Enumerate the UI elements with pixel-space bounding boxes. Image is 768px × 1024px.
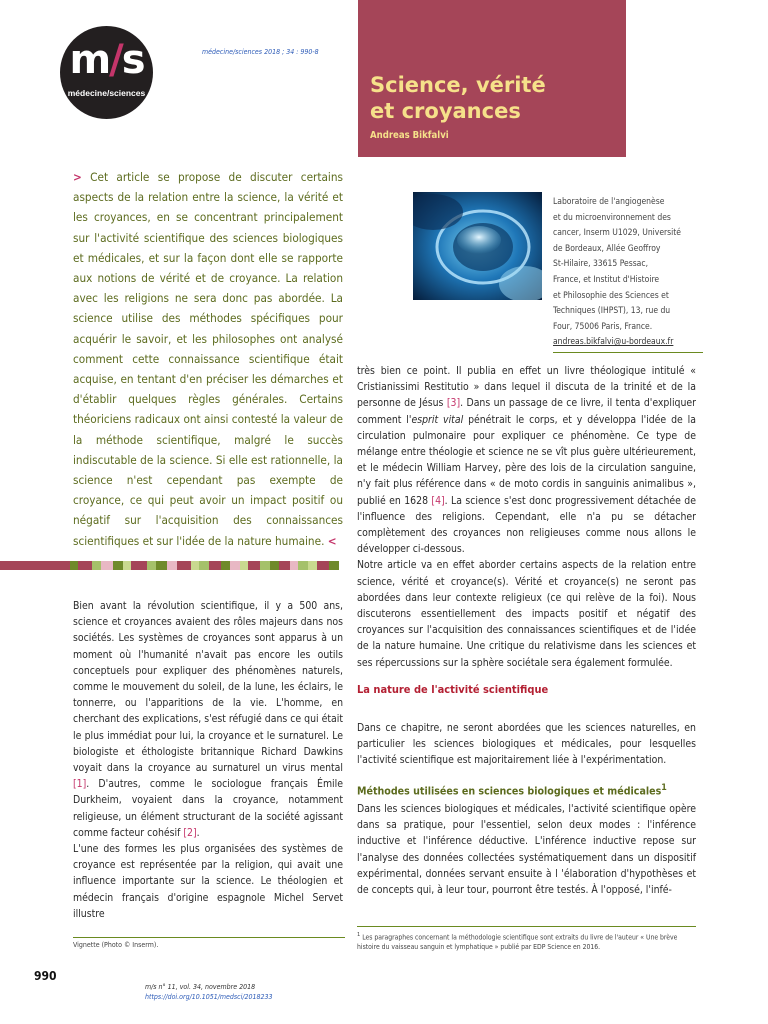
band-segment bbox=[156, 561, 167, 570]
band-segment bbox=[70, 561, 78, 570]
paragraph: Dans ce chapitre, ne seront abordées que les sciences naturelles, en particulier les sciences biologiques et médicales, pour lesquelles l'activité scientifique est majoritairement liée à l'expérimentation. bbox=[357, 722, 696, 767]
band-segment bbox=[177, 561, 191, 570]
band-segment bbox=[113, 561, 123, 570]
vignette-image bbox=[413, 192, 542, 300]
band-segment bbox=[191, 561, 199, 570]
decorative-band bbox=[0, 561, 345, 570]
affiliation-line: Techniques (IHPST), 13, rue du bbox=[553, 306, 671, 317]
band-segment bbox=[298, 561, 308, 570]
right-column-body-middle bbox=[357, 720, 696, 769]
band-segment bbox=[248, 561, 260, 570]
footnote-marker[interactable]: 1 bbox=[661, 783, 667, 793]
band-segment bbox=[308, 561, 317, 570]
title-block bbox=[358, 0, 626, 157]
abstract-close-marker: < bbox=[327, 533, 337, 548]
band-segment bbox=[290, 561, 298, 570]
subsection-heading: Méthodes utilisées en sciences biologiques et médicales$^1$ bbox=[357, 783, 667, 798]
citation-link[interactable]: [1] bbox=[73, 778, 87, 791]
left-column-body bbox=[73, 598, 343, 922]
logo-subtitle: médecine/sciences bbox=[67, 88, 146, 98]
band-segment bbox=[167, 561, 177, 570]
band-segment bbox=[317, 561, 329, 570]
author-email-link[interactable]: andreas.bikfalvi@u-bordeaux.fr bbox=[553, 337, 674, 348]
citation-link[interactable]: [4] bbox=[431, 494, 445, 507]
affiliation-divider bbox=[553, 352, 703, 353]
journal-reference: médecine/sciences 2018 ; 34 : 990-8 bbox=[202, 48, 319, 56]
band-segment bbox=[123, 561, 131, 570]
paragraph: Bien avant la révolution scientifique, il y a 500 ans, science et croyances avaient des rôles majeurs dans nos sociétés. Les systèmes de croyances sont apparus à un moment où l'humanité n'avait pas encore les outils conceptuels pour expliquer des phénomènes naturels, comme le mouvement du soleil, de la lune, les éclairs, le tonnerre, ou l'apparitions de la vie. L'homme, en cherchant des explications, s'est réfugié dans ce qui était le plus immédiat pour lui, la croyance et le surnaturel. Le biologiste et éthologiste britannique Richard Dawkins voyait dans la croyance au surnaturel un virus mental [1]. D'autres, comme le sociologue français Émile Durkheim, voyaient dans la croyance, notamment religieuse, un élément structurant de la société agissant comme facteur cohésif [2]. bbox=[73, 600, 343, 839]
abstract-text: Cet article se propose de discuter certains aspects de la relation entre la science, la vérité et les croyances, en se concentrant principalement sur l'activité scientifique des sciences biologiques et médicales, et sur la façon dont elle se rapporte aux notions de vérité et de croyance. La relation avec les religions ne sera donc pas abordée. La science utilise des méthodes spécifiques pour acquérir le savoir, et les philosophes ont analysé comment cette connaissance scientifique était acquise, en tentant d'en préciser les démarches et d'établir quelques règles générales. Certains théoriciens radicaux ont ainsi contesté la valeur de la méthode scientifique, malgré le succès indiscutable de la science. Si elle est rationnelle, la science n'est cependant pas exempte de croyance, ce qui peut avoir un impact positif ou négatif sur l'acquisition des connaissances scientifiques et sur l'idée de la nature humaine. bbox=[73, 170, 343, 548]
paragraph: Notre article va en effet aborder certains aspects de la relation entre science, vérité et croyance(s). Vérité et croyance(s) ne seront pas abordées dans leur contexte religieux (ce qui relève de la foi). Nous discuterons essentiellement des impacts positif et négatif des croyances sur l'acquisition des connaissances scientifiques et de l'idée de la nature humaine. Une critique du relativisme dans les sciences et ses répercussions sur la sphère sociétale sera également formulée. bbox=[357, 559, 696, 669]
band-segment bbox=[131, 561, 147, 570]
paragraph: L'une des formes les plus organisées des systèmes de croyance est représentée par la religion, qui avait une influence importante sur la science. Le théologien et médecin français d'origine espagnole Michel Servet illustre bbox=[73, 843, 343, 920]
band-segment bbox=[230, 561, 240, 570]
image-credit: Vignette (Photo © Inserm). bbox=[73, 941, 159, 949]
affiliation-line: cancer, Inserm U1029, Université bbox=[553, 228, 681, 239]
affiliation-line: de Bordeaux, Allée Geoffroy bbox=[553, 243, 661, 254]
band-segment bbox=[329, 561, 339, 570]
band-segment bbox=[60, 561, 70, 570]
abstract bbox=[73, 167, 343, 551]
band-segment bbox=[101, 561, 113, 570]
affiliation-line: France, et Institut d'Histoire bbox=[553, 274, 660, 285]
article-title: Science, vérité et croyances bbox=[370, 73, 546, 123]
affiliation-line: et du microenvironnement des bbox=[553, 212, 671, 223]
citation-link[interactable]: [2] bbox=[183, 826, 197, 839]
footnote-rule bbox=[73, 937, 345, 938]
band-segment bbox=[221, 561, 230, 570]
doi-link[interactable]: https://doi.org/10.1051/medsci/2018233 bbox=[145, 993, 273, 1001]
right-column-body-top bbox=[357, 363, 696, 671]
band-segment bbox=[0, 561, 60, 570]
section-heading: La nature de l'activité scientifique bbox=[357, 683, 549, 696]
page-number: 990 bbox=[34, 969, 57, 983]
band-segment bbox=[240, 561, 248, 570]
band-segment bbox=[209, 561, 221, 570]
journal-issue: m/s n° 11, vol. 34, novembre 2018 bbox=[145, 983, 256, 991]
paragraph: Dans les sciences biologiques et médicales, l'activité scientifique opère dans sa pratique, pour l'essentiel, selon deux modes : l'inférence inductive et l'inférence déductive. L'inférence inductive repose sur l'analyse des données collectées systématiquement dans un dispositif expérimental, données servant ensuite à l 'élaboration d'hypothèses et de concepts qui, à leur tour, pourront être testés. À l'opposé, l'infé- bbox=[357, 803, 696, 897]
band-segment bbox=[199, 561, 209, 570]
affiliation bbox=[553, 195, 703, 351]
footnote: $^1$ Les paragraphes concernant la méthodologie scientifique sont extraits du livre de l'auteur « Une brève histoire du vaisseau sanguin et lymphatique » publié par EDP Science en 2016. bbox=[357, 932, 678, 952]
logo-ms: m/s bbox=[69, 37, 144, 83]
band-segment bbox=[92, 561, 101, 570]
footnote-rule bbox=[357, 926, 696, 927]
band-segment bbox=[260, 561, 270, 570]
band-segment bbox=[78, 561, 92, 570]
affiliation-line: Four, 75006 Paris, France. bbox=[553, 321, 653, 332]
paragraph: très bien ce point. Il publia en effet un livre théologique intitulé « Cristianissimi Restitutio » dans lequel il discuta de la trinité et de la personne de Jésus [3]. Dans un passage de ce livre, il tenta d'expliquer comment l'esprit vital pénétrait le corps, et y développa l'idée de la circulation pulmonaire pour expliquer ce phénomène. Ce type de mélange entre théologie et science ne se vît plus guère ultérieurement, et le médecin William Harvey, père des lois de la circulation sanguine, n'y fait plus référence dans « de moto cordis in sanguinis animalibus », publié en 1628 [4]. La science s'est donc progressivement détachée de l'influence des religions. Cependant, elle n'a pu se détacher complètement des croyances non religieuses comme nous allons le développer ci-dessous. bbox=[357, 365, 697, 556]
affiliation-line: Laboratoire de l'angiogenèse bbox=[553, 197, 665, 207]
band-segment bbox=[279, 561, 290, 570]
affiliation-line: St-Hilaire, 33615 Pessac, bbox=[553, 259, 648, 270]
affiliation-line: et Philosophie des Sciences et bbox=[553, 290, 669, 301]
citation-link[interactable]: [3] bbox=[446, 397, 461, 410]
abstract-open-marker: > bbox=[73, 170, 82, 184]
band-segment bbox=[270, 561, 279, 570]
right-column-body-bottom bbox=[357, 801, 696, 898]
journal-logo bbox=[60, 26, 153, 119]
author-name: Andreas Bikfalvi bbox=[370, 130, 449, 141]
band-segment bbox=[147, 561, 156, 570]
